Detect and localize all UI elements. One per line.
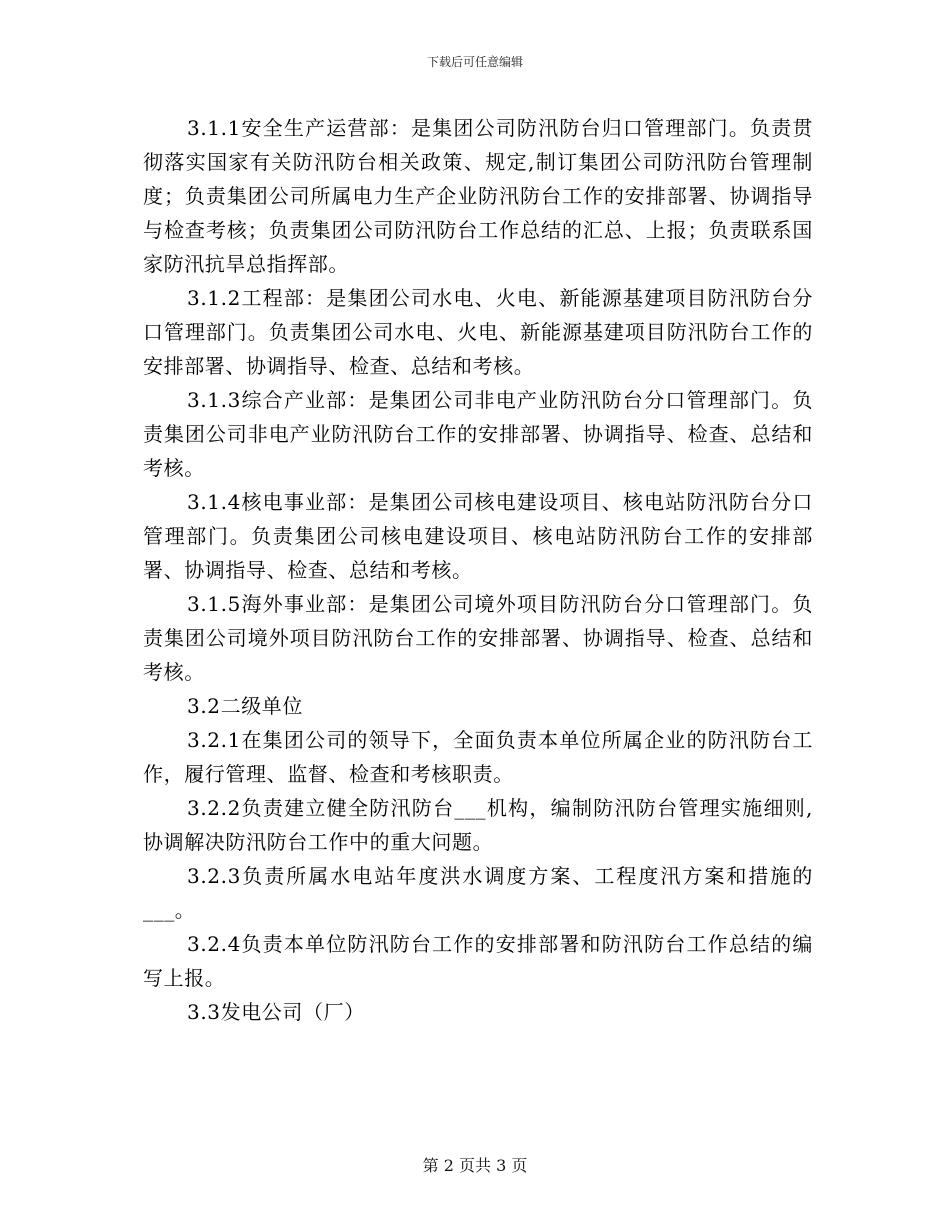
paragraph: 3.1.4核电事业部：是集团公司核电建设项目、核电站防汛防台分口管理部门。负责集团公司核电建设项目、核电站防汛防台工作的安排部署、协调指导、检查、总结和考核。 — [143, 490, 813, 582]
document-body — [143, 111, 813, 1029]
page-header: 下载后可任意编辑 — [426, 55, 523, 69]
paragraph: 3.2.3负责所属水电站年度洪水调度方案、工程度汛方案和措施的___。 — [143, 864, 813, 922]
page-number-footer: 第 2 页共 3 页 — [422, 1156, 528, 1175]
paragraph: 3.1.5海外事业部：是集团公司境外项目防汛防台分口管理部门。负责集团公司境外项目防汛防台工作的安排部署、协调指导、检查、总结和考核。 — [143, 592, 813, 684]
paragraph: 3.1.3综合产业部：是集团公司非电产业防汛防台分口管理部门。负责集团公司非电产业防汛防台工作的安排部署、协调指导、检查、总结和考核。 — [143, 388, 813, 480]
paragraph: 3.2.1在集团公司的领导下，全面负责本单位所属企业的防汛防台工作，履行管理、监督、检查和考核职责。 — [143, 728, 813, 786]
paragraph: 3.2.2负责建立健全防汛防台___机构，编制防汛防台管理实施细则,协调解决防汛防台工作中的重大问题。 — [143, 796, 813, 854]
section-heading: 3.3发电公司（厂） — [187, 1000, 365, 1024]
paragraph: 3.1.2工程部：是集团公司水电、火电、新能源基建项目防汛防台分口管理部门。负责集团公司水电、火电、新能源基建项目防汛防台工作的安排部署、协调指导、检查、总结和考核。 — [143, 286, 813, 378]
paragraph: 3.2.4负责本单位防汛防台工作的安排部署和防汛防台工作总结的编写上报。 — [143, 932, 813, 990]
paragraph: 3.1.1安全生产运营部：是集团公司防汛防台归口管理部门。负责贯彻落实国家有关防汛防台相关政策、规定,制订集团公司防汛防台管理制度；负责集团公司所属电力生产企业防汛防台工作的安排部署、协调指导与检查考核；负责集团公司防汛防台工作总结的汇总、上报；负责联系国家防汛抗旱总指挥部。 — [143, 116, 813, 276]
section-heading: 3.2二级单位 — [187, 694, 304, 718]
